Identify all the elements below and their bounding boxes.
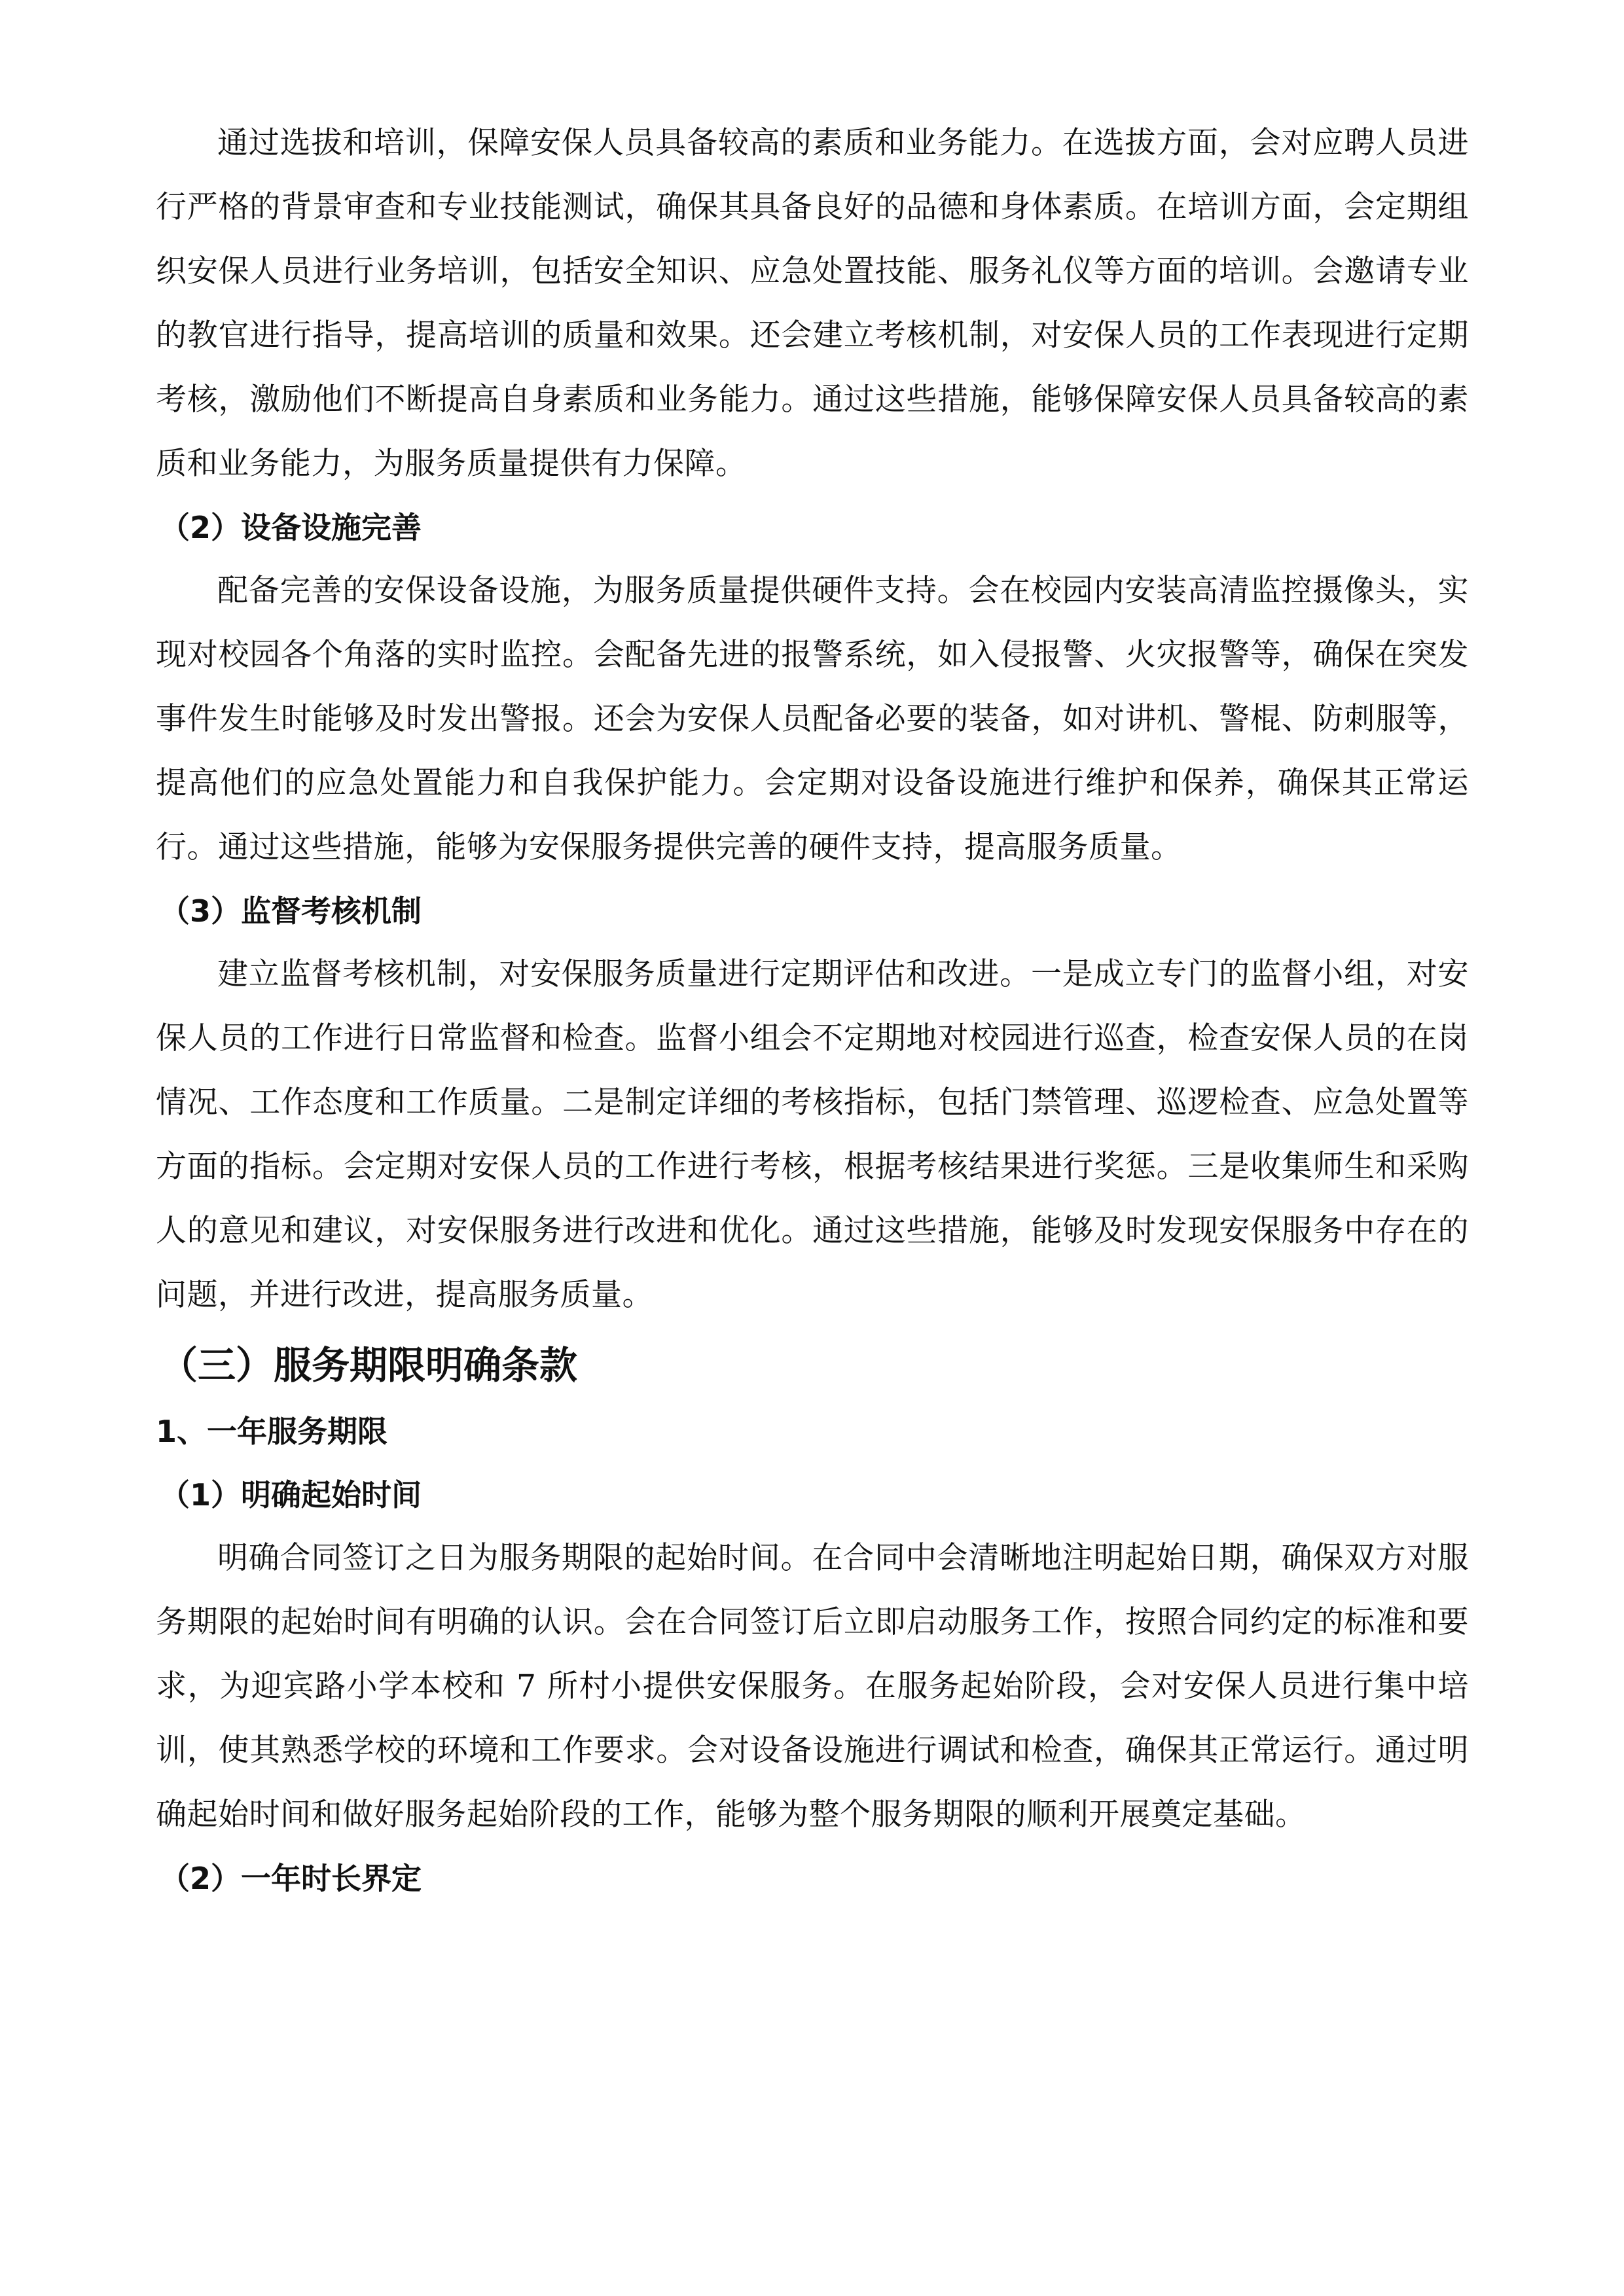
subheading-equipment-facilities: （2）设备设施完善 bbox=[160, 510, 422, 545]
paragraph-personnel-selection-training: 通过选拔和培训，保障安保人员具备较高的素质和业务能力。在选拔方面，会对应聘人员进行严格的背景审查和专业技能测试，确保其具备良好的品德和身体素质。在培训方面，会定期组织安保人员进行业务培训，包括安全知识、应急处置技能、服务礼仪等方面的培训。会邀请专业的教官进行指导，提高培训的质量和效果。还会建立考核机制，对安保人员的工作表现进行定期考核，激励他们不断提高自身素质和业务能力。通过这些措施，能够保障安保人员具备较高的素质和业务能力，为服务质量提供有力保障。 bbox=[156, 125, 1469, 482]
paragraph-start-time: 明确合同签订之日为服务期限的起始时间。在合同中会清晰地注明起始日期，确保双方对服务期限的起始时间有明确的认识。会在合同签订后立即启动服务工作，按照合同约定的标准和要求，为迎宾路小学本校和 7 所村小提供安保服务。在服务起始阶段，会对安保人员进行集中培训，使其熟悉学校的环境和工作要求。会对设备设施进行调试和检查，确保其正常运行。通过明确起始时间和做好服务起始阶段的工作，能够为整个服务期限的顺利开展奠定基础。 bbox=[156, 1540, 1469, 1833]
subheading-start-time: （1）明确起始时间 bbox=[160, 1477, 422, 1513]
paragraph-supervision-assessment: 建立监督考核机制，对安保服务质量进行定期评估和改进。一是成立专门的监督小组，对安保人员的工作进行日常监督和检查。监督小组会不定期地对校园进行巡查，检查安保人员的在岗情况、工作态度和工作质量。二是制定详细的考核指标，包括门禁管理、巡逻检查、应急处置等方面的指标。会定期对安保人员的工作进行考核，根据考核结果进行奖惩。三是收集师生和采购人的意见和建议，对安保服务进行改进和优化。通过这些措施，能够及时发现安保服务中存在的问题，并进行改进，提高服务质量。 bbox=[156, 956, 1469, 1313]
subheading-supervision-assessment: （3）监督考核机制 bbox=[160, 893, 422, 929]
paragraph-equipment-facilities: 配备完善的安保设备设施，为服务质量提供硬件支持。会在校园内安装高清监控摄像头，实现对校园各个角落的实时监控。会配备先进的报警系统，如入侵报警、火灾报警等，确保在突发事件发生时能够及时发出警报。还会为安保人员配备必要的装备，如对讲机、警棍、防刺服等，提高他们的应急处置能力和自我保护能力。会定期对设备设施进行维护和保养，确保其正常运行。通过这些措施，能够为安保服务提供完善的硬件支持，提高服务质量。 bbox=[156, 573, 1469, 865]
subheading-one-year-duration: （2）一年时长界定 bbox=[160, 1861, 422, 1896]
item-heading-one-year-term: 1、一年服务期限 bbox=[156, 1414, 388, 1449]
section-heading-service-term: （三）服务期限明确条款 bbox=[160, 1343, 578, 1388]
document-page bbox=[156, 111, 1469, 1910]
